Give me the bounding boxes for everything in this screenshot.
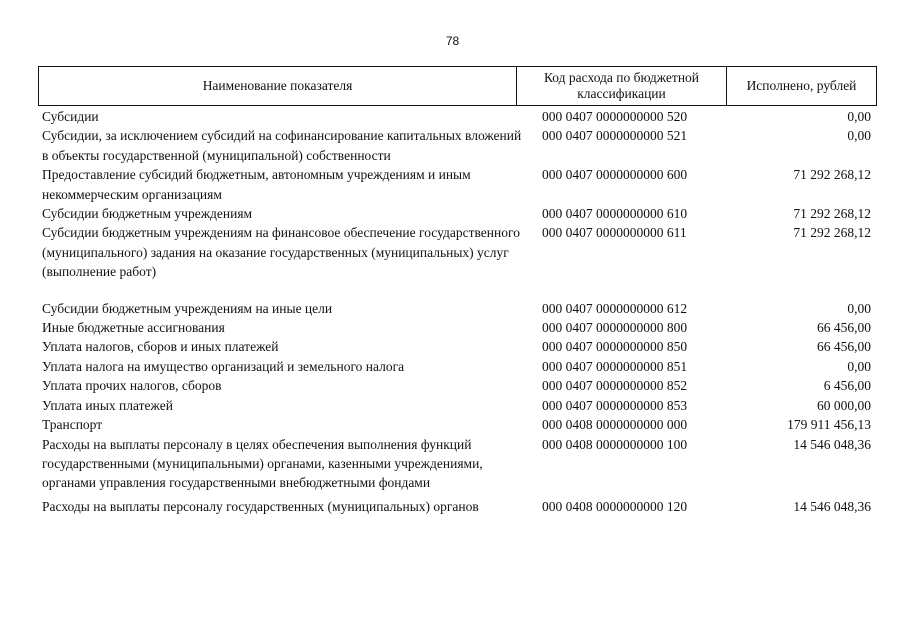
table-row bbox=[38, 337, 877, 356]
row-code: 000 0408 0000000000 120 bbox=[542, 498, 688, 514]
row-amount: 60 000,00 bbox=[817, 397, 871, 413]
row-code: 000 0407 0000000000 612 bbox=[542, 300, 688, 316]
row-amount: 71 292 268,12 bbox=[793, 167, 871, 183]
row-amount: 71 292 268,12 bbox=[793, 206, 871, 222]
row-name: Транспорт bbox=[42, 417, 103, 433]
row-name: Предоставление субсидий бюджетным, автономным учреждениям и иным некоммерческим организациям bbox=[42, 167, 471, 202]
table-row bbox=[38, 126, 877, 165]
table-row bbox=[38, 396, 877, 415]
row-name: Уплата прочих налогов, сборов bbox=[42, 378, 222, 394]
row-name: Иные бюджетные ассигнования bbox=[42, 320, 225, 336]
table-header bbox=[38, 66, 877, 106]
row-amount: 0,00 bbox=[847, 358, 871, 374]
row-code: 000 0407 0000000000 611 bbox=[542, 225, 687, 241]
column-header-code: Код расхода по бюджетной классификации bbox=[517, 67, 727, 105]
table-row bbox=[38, 435, 877, 493]
row-code: 000 0407 0000000000 600 bbox=[542, 167, 688, 183]
row-amount: 71 292 268,12 bbox=[793, 225, 871, 241]
row-name: Расходы на выплаты персоналу в целях обеспечения выполнения функций государственными (муниципальными) органами, казенными учреждениями, органами управления государственными внебюджетными фондами bbox=[42, 436, 483, 491]
row-amount: 66 456,00 bbox=[817, 320, 871, 336]
column-header-name: Наименование показателя bbox=[39, 67, 517, 105]
row-amount: 0,00 bbox=[847, 128, 871, 144]
row-name: Субсидии, за исключением субсидий на софинансирование капитальных вложений в объекты государственной (муниципальной) собственности bbox=[42, 128, 522, 163]
row-code: 000 0407 0000000000 521 bbox=[542, 128, 688, 144]
table-row bbox=[38, 299, 877, 318]
table-row bbox=[38, 376, 877, 395]
row-amount: 0,00 bbox=[847, 300, 871, 316]
row-name: Субсидии bbox=[42, 109, 99, 124]
row-amount: 14 546 048,36 bbox=[793, 436, 871, 452]
row-name: Уплата иных платежей bbox=[42, 397, 173, 413]
row-code: 000 0407 0000000000 610 bbox=[542, 206, 688, 222]
table-row bbox=[38, 357, 877, 376]
table-row bbox=[38, 223, 877, 281]
row-amount: 179 911 456,13 bbox=[787, 417, 871, 433]
table-row bbox=[38, 318, 877, 337]
table-row bbox=[38, 497, 877, 516]
row-code: 000 0407 0000000000 851 bbox=[542, 358, 688, 374]
row-name: Расходы на выплаты персоналу государственных (муниципальных) органов bbox=[42, 498, 479, 514]
table-row bbox=[38, 107, 877, 126]
row-code: 000 0407 0000000000 853 bbox=[542, 397, 688, 413]
row-code: 000 0407 0000000000 800 bbox=[542, 320, 688, 336]
row-code: 000 0408 0000000000 100 bbox=[542, 436, 688, 452]
column-header-amount: Исполнено, рублей bbox=[746, 78, 857, 93]
row-code: 000 0408 0000000000 000 bbox=[542, 417, 688, 433]
row-code: 000 0407 0000000000 852 bbox=[542, 378, 688, 394]
row-amount: 0,00 bbox=[847, 109, 871, 124]
table-row bbox=[38, 204, 877, 223]
row-amount: 6 456,00 bbox=[823, 378, 871, 394]
row-name: Субсидии бюджетным учреждениям на финансовое обеспечение государственного (муниципального) задания на оказание государственных (муниципальных) услуг (выполнение работ) bbox=[42, 225, 520, 280]
page-number: 78 bbox=[445, 34, 460, 48]
row-amount: 66 456,00 bbox=[817, 339, 871, 355]
row-name: Уплата налогов, сборов и иных платежей bbox=[42, 339, 279, 355]
table-row bbox=[38, 165, 877, 204]
row-name: Субсидии бюджетным учреждениям bbox=[42, 206, 253, 222]
table-row bbox=[38, 415, 877, 434]
table-body bbox=[38, 107, 877, 516]
row-name: Субсидии бюджетным учреждениям на иные цели bbox=[42, 300, 333, 316]
row-code: 000 0407 0000000000 850 bbox=[542, 339, 688, 355]
row-name: Уплата налога на имущество организаций и земельного налога bbox=[42, 358, 405, 374]
row-amount: 14 546 048,36 bbox=[793, 498, 871, 514]
row-code: 000 0407 0000000000 520 bbox=[542, 109, 688, 124]
